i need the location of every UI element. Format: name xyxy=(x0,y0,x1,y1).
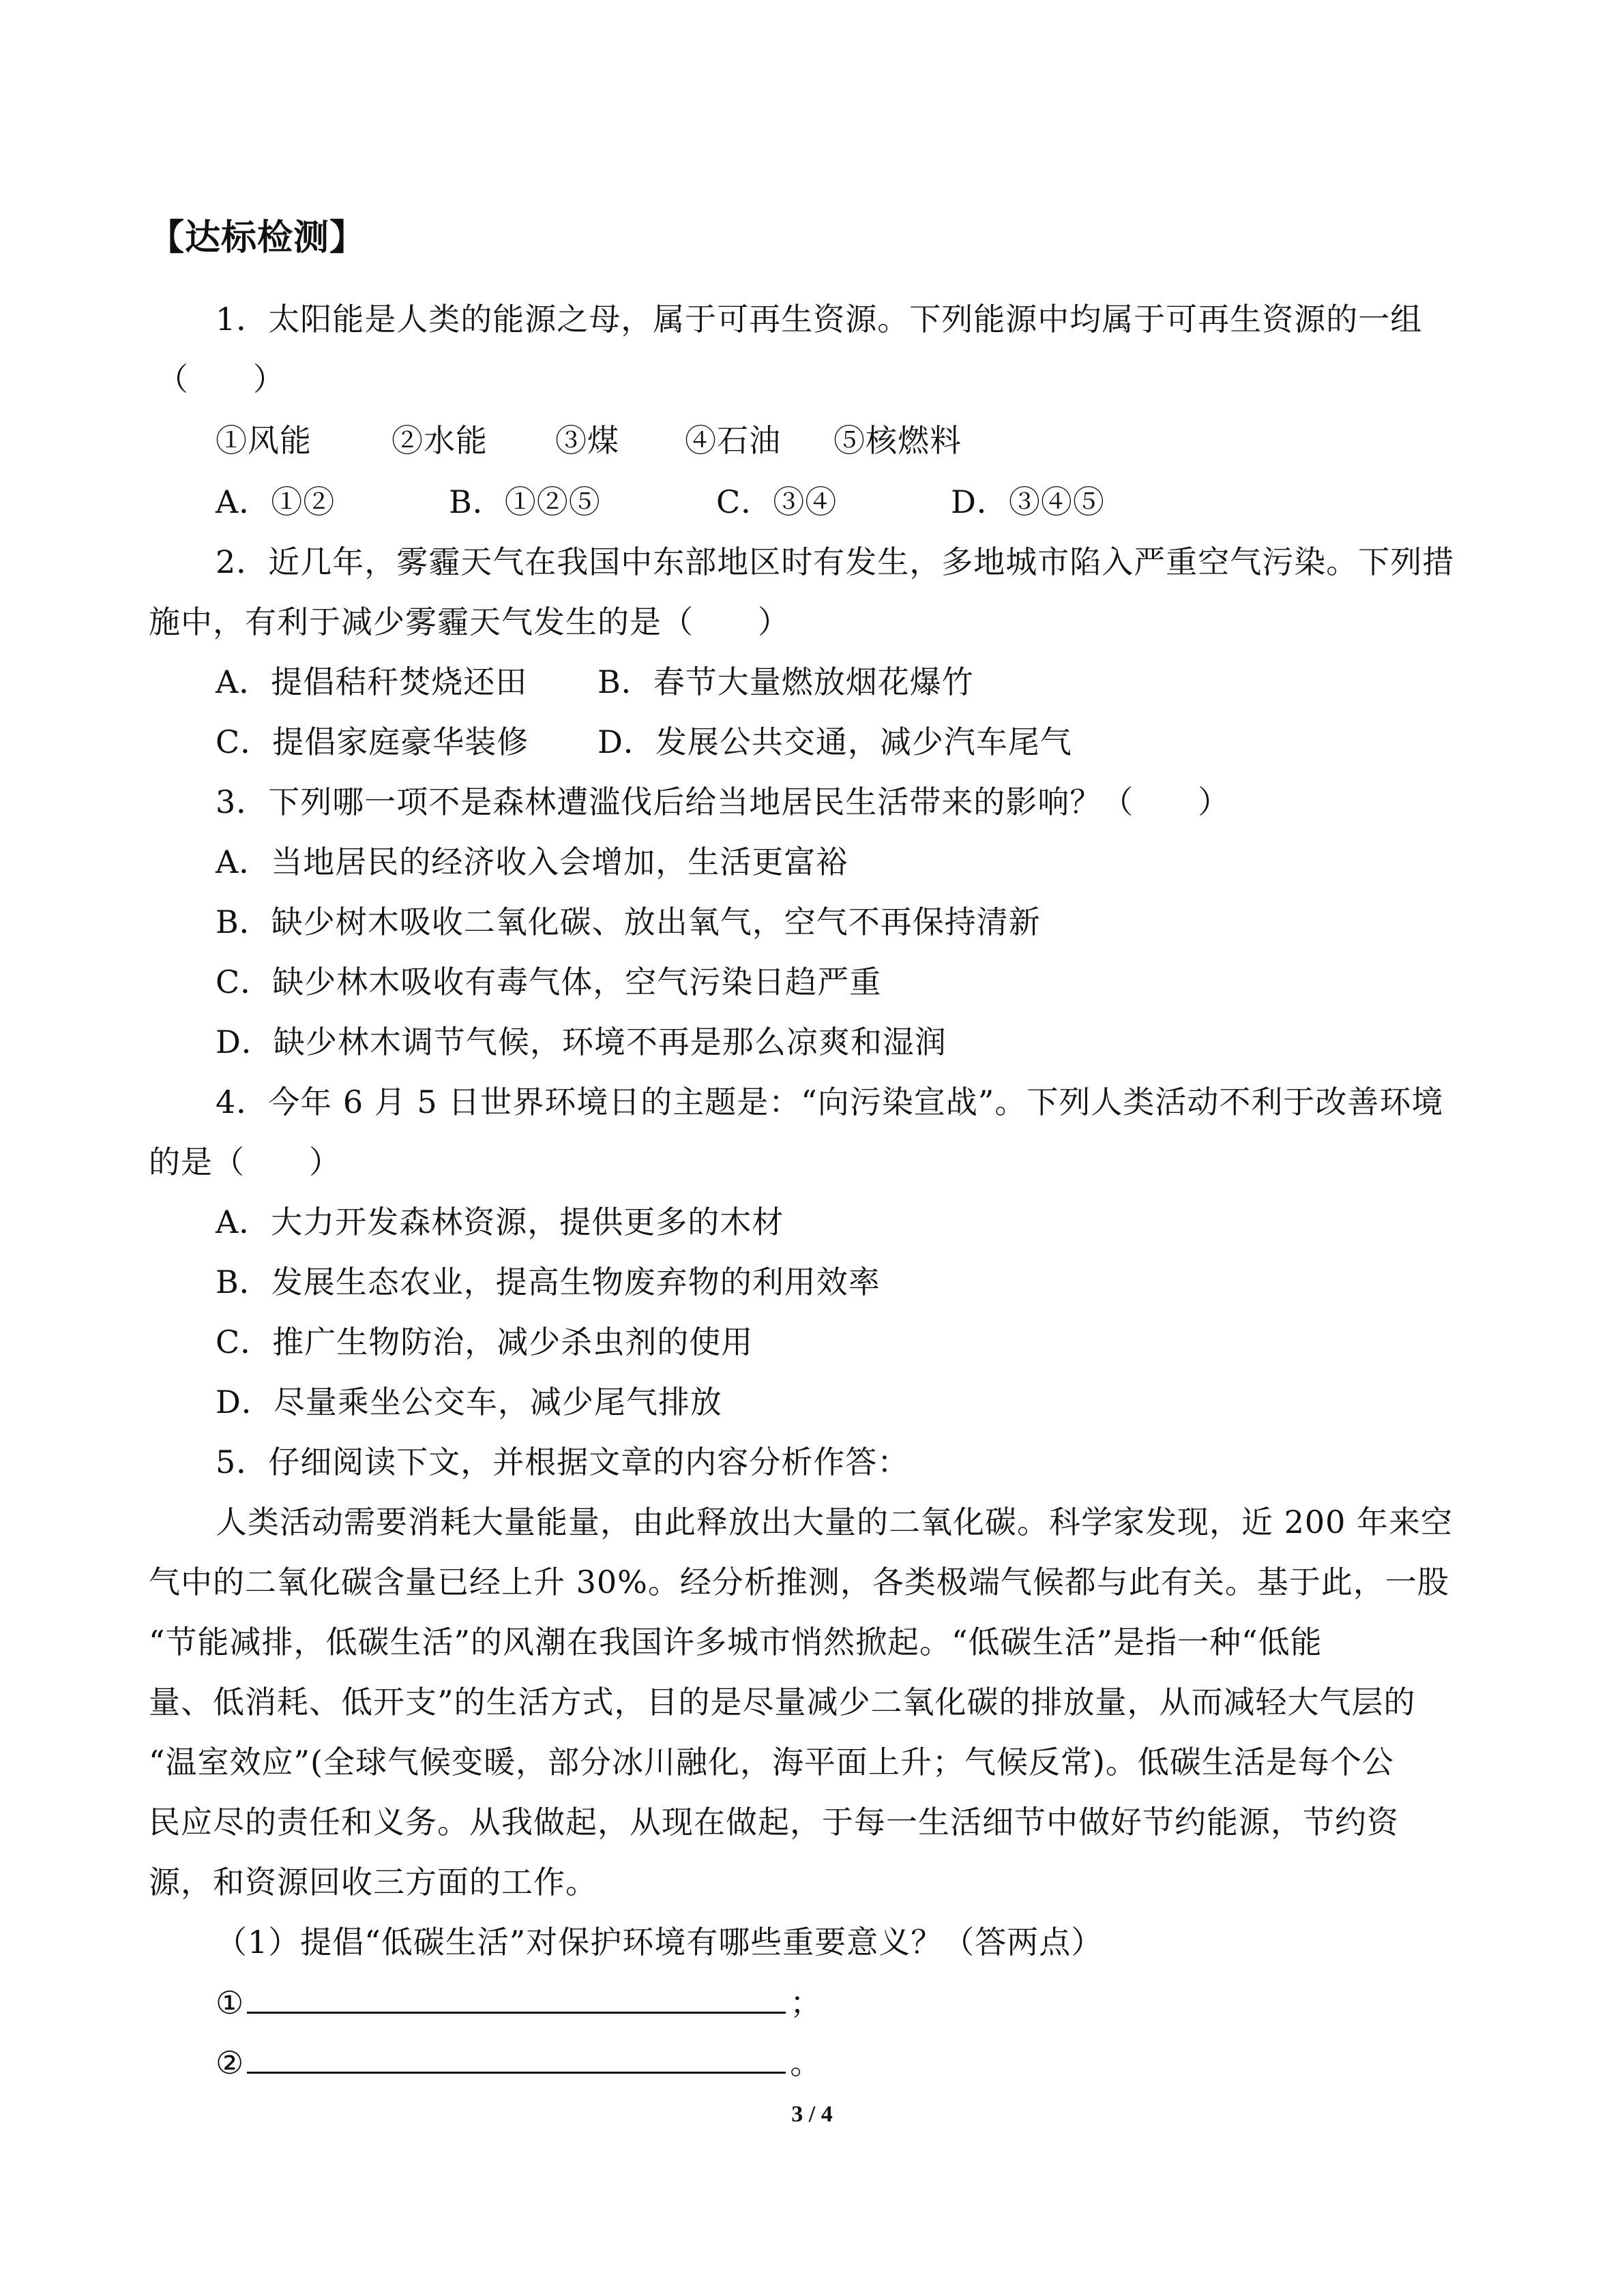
q1-stem-line2: （ ） xyxy=(157,361,285,398)
q5-stem: 5．仔细阅读下文，并根据文章的内容分析作答： xyxy=(216,1444,910,1480)
q5-passage-line: “节能减排，低碳生活”的风潮在我国许多城市悄然掀起。“低碳生活”是指一种“低能 xyxy=(149,1624,1323,1660)
q2-stem-line1: 2．近几年，雾霾天气在我国中东部地区时有发生，多地城市陷入严重空气污染。下列措 xyxy=(216,543,1455,580)
q2-options-row2 xyxy=(216,721,1072,762)
q5-passage-line: 民应尽的责任和义务。从我做起，从现在做起，于每一生活细节中做好节约能源，节约资 xyxy=(149,1804,1399,1840)
q4-option-d: D．尽量乘坐公交车，减少尾气排放 xyxy=(216,1384,722,1420)
answer-punct: 。 xyxy=(790,2044,823,2081)
q5-passage-line: “温室效应”(全球气候变暖，部分冰川融化，海平面上升；气候反常)。低碳生活是每个公 xyxy=(149,1744,1394,1780)
q1-option-c: C．③④ xyxy=(716,483,838,520)
answer-blank-2[interactable] xyxy=(247,2042,786,2074)
q5-passage-line: 人类活动需要消耗大量能量，由此释放出大量的二氧化碳。科学家发现，近 200 年来空 xyxy=(216,1504,1453,1540)
q2-option-d: D．发展公共交通，减少汽车尾气 xyxy=(597,724,1072,760)
q4-stem-line1: 4．今年 6 月 5 日世界环境日的主题是：“向污染宣战”。下列人类活动不利于改善环境 xyxy=(216,1084,1444,1120)
q5-sub1-question: （1）提倡“低碳生活”对保护环境有哪些重要意义？（答两点） xyxy=(216,1924,1104,1960)
answer-marker: ② xyxy=(216,2044,245,2081)
q2-option-c: C．提倡家庭豪华装修 xyxy=(216,724,529,760)
q4-stem-line2: 的是（ ） xyxy=(149,1144,341,1180)
section-title: 【达标检测】 xyxy=(149,218,366,258)
q3-option-b: B．缺少树木吸收二氧化碳、放出氧气，空气不再保持清新 xyxy=(216,904,1041,940)
answer-punct: ； xyxy=(790,1984,823,2021)
q1-item: ③煤 xyxy=(555,422,619,459)
q4-option-c: C．推广生物防治，减少杀虫剂的使用 xyxy=(216,1324,754,1360)
q2-option-a: A．提倡秸秆焚烧还田 xyxy=(216,664,528,700)
answer-blank-1[interactable] xyxy=(247,1982,786,2014)
q1-option-a: A．①② xyxy=(216,483,336,520)
q5-passage-line: 气中的二氧化碳含量已经上升 30%。经分析推测，各类极端气候都与此有关。基于此，一股 xyxy=(149,1564,1449,1600)
q3-option-a: A．当地居民的经济收入会增加，生活更富裕 xyxy=(216,844,848,880)
q3-option-c: C．缺少林木吸收有毒气体，空气污染日趋严重 xyxy=(216,964,882,1000)
q1-item: ⑤核燃料 xyxy=(833,422,962,459)
q1-option-d: D．③④⑤ xyxy=(951,483,1105,520)
q2-stem-line2: 施中，有利于减少雾霾天气发生的是（ ） xyxy=(149,603,790,640)
q3-option-d: D．缺少林木调节气候，环境不再是那么凉爽和湿润 xyxy=(216,1024,947,1060)
q5-answer-line-1 xyxy=(216,1982,822,2023)
q4-option-b: B．发展生态农业，提高生物废弃物的利用效率 xyxy=(216,1264,881,1300)
answer-marker: ① xyxy=(216,1984,245,2021)
q5-passage-line: 量、低消耗、低开支”的生活方式，目的是尽量减少二氧化碳的排放量，从而减轻大气层的 xyxy=(149,1684,1416,1720)
q5-answer-line-2 xyxy=(216,2042,822,2083)
q4-option-a: A．大力开发森林资源，提供更多的木材 xyxy=(216,1204,784,1240)
q1-option-b: B．①②⑤ xyxy=(449,483,601,520)
q5-passage-line: 源，和资源回收三方面的工作。 xyxy=(149,1864,597,1900)
page-number: 3 / 4 xyxy=(791,2102,833,2127)
q1-item: ④石油 xyxy=(685,422,781,459)
q1-item: ①风能 xyxy=(216,422,312,459)
q2-option-b: B．春节大量燃放烟花爆竹 xyxy=(597,664,974,700)
q3-stem: 3．下列哪一项不是森林遭滥伐后给当地居民生活带来的影响？（ ） xyxy=(216,784,1230,820)
q1-options-row xyxy=(216,481,1105,522)
q1-item: ②水能 xyxy=(392,422,488,459)
q1-stem-line1: 1．太阳能是人类的能源之母，属于可再生资源。下列能源中均属于可再生资源的一组 xyxy=(216,301,1423,338)
q1-items-row xyxy=(216,420,962,461)
q2-options-row1 xyxy=(216,661,974,702)
